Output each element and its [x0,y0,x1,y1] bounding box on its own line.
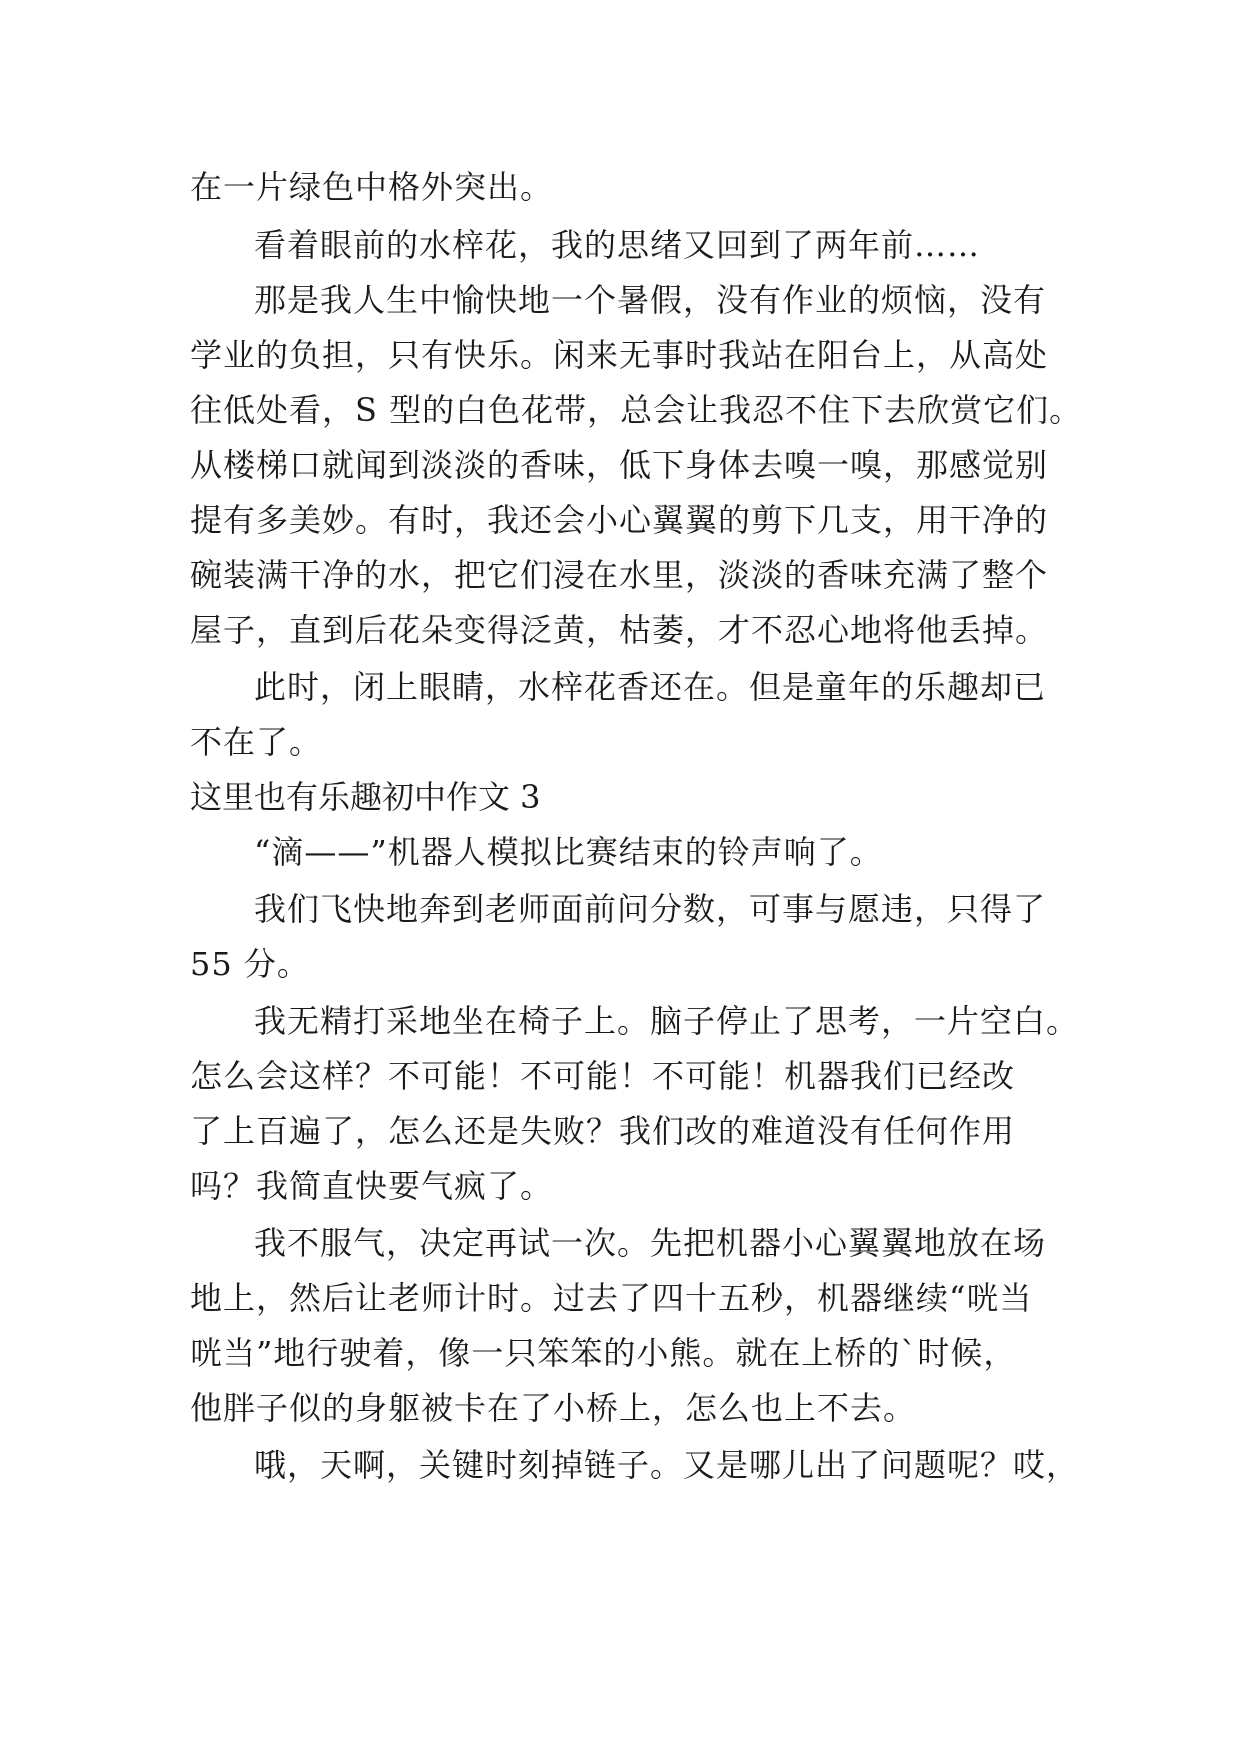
text-line: 学业的负担，只有快乐。闲来无事时我站在阳台上，从高处 [190,336,1049,374]
paragraph-start: “滴——”机器人模拟比赛结束的铃声响了。 [254,833,883,871]
paragraph-start: 我不服气，决定再试一次。先把机器小心翼翼地放在场 [254,1224,1047,1262]
text-line: 不在了。 [190,723,323,761]
text-line: 屋子，直到后花朵变得泛黄，枯萎，才不忍心地将他丢掉。 [190,611,1049,649]
paragraph-start: 那是我人生中愉快地一个暑假，没有作业的烦恼，没有 [254,281,1047,319]
text-line: 吗？我简直快要气疯了。 [190,1167,554,1205]
paragraph-start: 我无精打采地坐在椅子上。脑子停止了思考，一片空白。 [254,1002,1080,1040]
text-line: 碗装满干净的水，把它们浸在水里，淡淡的香味充满了整个 [190,556,1049,594]
text-line: 地上，然后让老师计时。过去了四十五秒，机器继续“咣当 [190,1279,1033,1317]
text-line: 往低处看，S 型的白色花带，总会让我忍不住下去欣赏它们。 [190,391,1083,429]
text-line: 55 分。 [190,945,310,983]
text-line: 从楼梯口就闻到淡淡的香味，低下身体去嗅一嗅，那感觉别 [190,446,1049,484]
paragraph-start: 我们飞快地奔到老师面前问分数，可事与愿违，只得了 [254,890,1047,928]
text-line: 怎么会这样？不可能！不可能！不可能！机器我们已经改 [190,1057,1016,1095]
paragraph-start: 哦，天啊，关键时刻掉链子。又是哪儿出了问题呢？哎， [254,1446,1080,1484]
paragraph-start: 此时，闭上眼睛，水梓花香还在。但是童年的乐趣却已 [254,668,1047,706]
section-heading: 这里也有乐趣初中作文 3 [190,778,541,816]
text-line: 咣当”地行驶着，像一只笨笨的小熊。就在上桥的`时候， [190,1334,1017,1372]
text-line: 他胖子似的身躯被卡在了小桥上，怎么也上不去。 [190,1389,917,1427]
text-line: 在一片绿色中格外突出。 [190,168,554,206]
text-line: 了上百遍了，怎么还是失败？我们改的难道没有任何作用 [190,1112,1016,1150]
paragraph-start: 看着眼前的水梓花，我的思绪又回到了两年前…… [254,226,981,264]
text-line: 提有多美妙。有时，我还会小心翼翼的剪下几支，用干净的 [190,501,1049,539]
